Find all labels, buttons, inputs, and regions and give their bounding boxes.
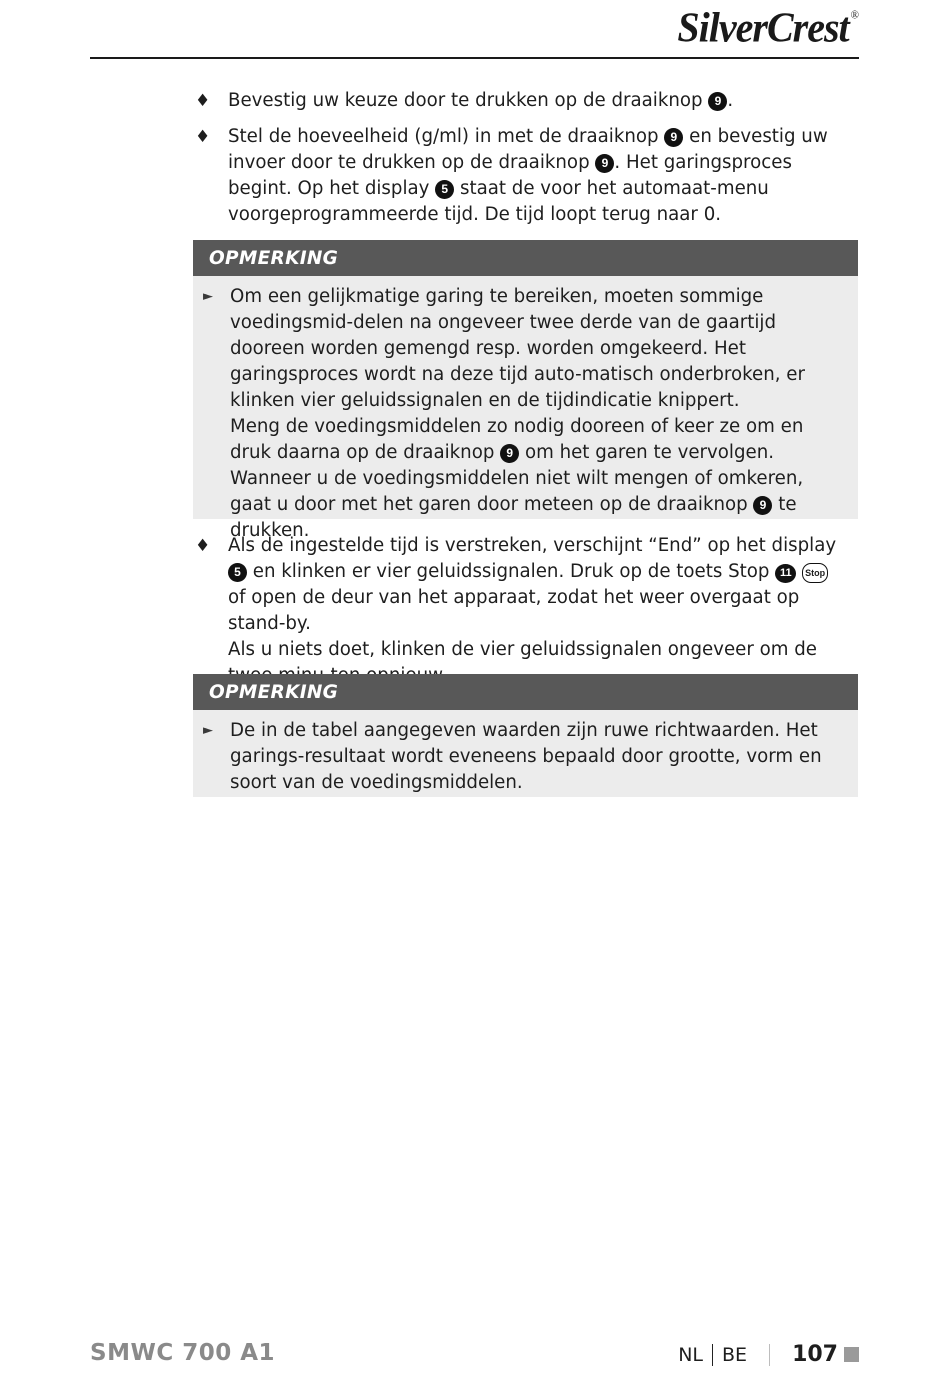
diamond-bullet-icon: ♦ (195, 127, 211, 147)
list-item-text: Bevestig uw keuze door te drukken op de draaiknop 9 . (228, 90, 734, 111)
note-text (230, 284, 844, 544)
divider (712, 1344, 713, 1366)
note-paragraph: De in de tabel aangegeven waarden zijn ruwe richtwaarden. Het garings-resultaat wordt eveneens bepaald door grootte, vorm en soort van de voedingsmiddelen. (230, 720, 822, 793)
note-title: OPMERKING (193, 674, 858, 710)
language-code: NL (678, 1343, 704, 1366)
note-title: OPMERKING (193, 240, 858, 276)
page-marker-square (844, 1347, 859, 1362)
stop-ref-badge: 11 (775, 564, 796, 583)
pointer-arrow-icon: ► (203, 723, 213, 738)
knob-ref-badge: 9 (708, 92, 727, 111)
list-item-text: Stel de hoeveelheid (g/ml) in met de draaiknop 9 en bevestig uw invoer door te drukken op de draaiknop 9 . Het garingsproces begint. Op het display 5 staat de voor het automaat-menu voorgeprogrammeerde tijd. De tijd loopt terug naar 0. (228, 126, 828, 225)
note-box-2 (193, 674, 858, 797)
note-body (193, 276, 858, 548)
divider (769, 1344, 770, 1366)
knob-ref-badge: 9 (753, 496, 772, 515)
display-ref-badge: 5 (435, 180, 454, 199)
note-paragraph: Meng de voedingsmiddelen zo nodig dooreen of keer ze om en druk daarna op de draaiknop 9 om het garen te vervolgen. (230, 416, 804, 463)
knob-ref-badge: 9 (595, 154, 614, 173)
diamond-bullet-icon: ♦ (195, 91, 211, 111)
note-body (193, 710, 858, 800)
list-item-text: Als de ingestelde tijd is verstreken, verschijnt “End” op het display 5 en klinken er vier geluidssignalen. Druk op de toets Stop 11 Stop of open de deur van het apparaat, zodat het weer overgaat op stand-by. Als u niets doet, klinken de vier geluidssignalen ongeveer om de (228, 535, 837, 660)
page-number: 107 (792, 1342, 838, 1367)
pointer-arrow-icon: ► (203, 289, 213, 304)
brand-logo (677, 3, 858, 52)
knob-ref-badge: 9 (664, 128, 683, 147)
note-text (230, 718, 844, 796)
diamond-bullet-icon: ♦ (195, 536, 211, 556)
note-box-1 (193, 240, 858, 541)
instruction-list-1 (195, 88, 845, 228)
stop-button-icon: Stop (802, 563, 828, 583)
knob-ref-badge: 9 (500, 444, 519, 463)
footer-page-info (678, 1342, 859, 1367)
list-item (195, 533, 845, 689)
registered-mark: ® (850, 9, 858, 22)
list-item (195, 124, 845, 228)
note-paragraph: Om een gelijkmatige garing te bereiken, moeten sommige voedingsmid-delen na ongeveer twee derde van de gaartijd dooreen worden gemengd resp. worden omgekeerd. Het garingsproces wordt na deze tijd auto-matisch onderbroken, er klinken vier geluidssignalen en de tijdindicatie knippert. (230, 286, 805, 411)
note-paragraph: Wanneer u de voedingsmiddelen niet wilt mengen of omkeren, gaat u door met het garen door meteen op de draaiknop 9 te drukken. (230, 468, 804, 541)
language-code: BE (722, 1343, 748, 1366)
instruction-list-2 (195, 533, 845, 689)
model-number: SMWC 700 A1 (90, 1340, 276, 1366)
display-ref-badge: 5 (228, 563, 247, 582)
brand-name: SilverCrest (677, 3, 849, 52)
list-item (195, 88, 845, 114)
header-rule (90, 57, 859, 59)
